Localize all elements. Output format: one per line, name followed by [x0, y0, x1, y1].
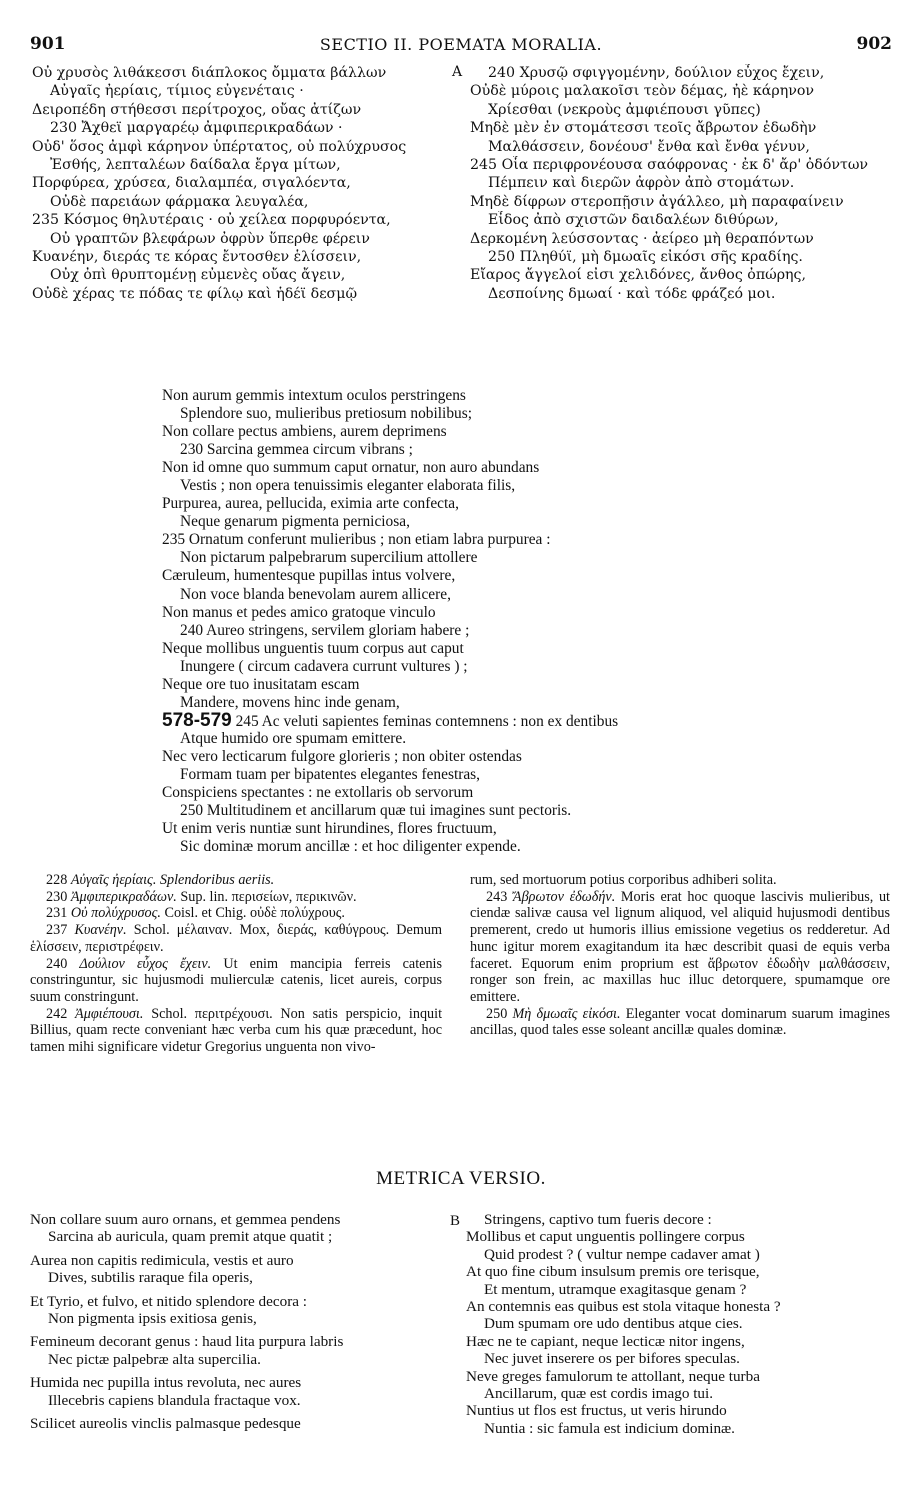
- greek-verse-line-text: Δειροπέδη στήθεσσι περίτροχος, οὔας ἀτίζων: [32, 101, 362, 118]
- footnote-number: 237: [46, 922, 68, 939]
- metrical-verse-line: [466, 1315, 906, 1332]
- footnote-lemma: Ἀμφιπερικραδάων.: [70, 888, 177, 905]
- greek-verse-line-text: 250 Πληθύϊ, μὴ δμωαῖς εἰκόσι σῆς κραδίης.: [488, 248, 803, 265]
- greek-verse-line: [470, 230, 910, 248]
- footnote-number: 240: [46, 955, 68, 972]
- metrical-verse-line-text: Femineum decorant genus : haud lita purpura labris: [30, 1333, 344, 1351]
- metrical-verse-line-text: Scilicet aureolis vinclis palmasque pedesque: [30, 1414, 301, 1432]
- latin-verse-line: [162, 766, 892, 784]
- greek-verse-line-text: 235 Κόσμος θηλυτέραις · οὐ χείλεα πορφυρόεντα,: [32, 212, 391, 229]
- latin-verse-line-text: Cæruleum, humentesque pupillas intus volvere,: [162, 567, 456, 585]
- latin-verse-line: [162, 531, 892, 549]
- latin-verse-line: [162, 387, 892, 405]
- metrical-verse-line-text: Et mentum, utramque exagitasque genam ?: [484, 1280, 747, 1298]
- metrical-verse-line: [466, 1368, 906, 1385]
- greek-verse-line-text: Οὐδὲ μύροις μαλακοῖσι τεὸν δέμας, ἠὲ κάρηνον: [470, 83, 815, 100]
- latin-verse-line-text: Non pictarum palpebrarum supercilium attollere: [180, 549, 478, 567]
- metrical-verse-line: [466, 1281, 906, 1298]
- greek-verse-line-text: Οὐ γραπτῶν βλεφάρων ὀφρὺν ὕπερθε φέρειν: [50, 230, 370, 247]
- greek-verse-line-text: Οὐ χρυσὸς λιθάκεσσι διάπλοκος ὄμματα βάλλων: [32, 65, 387, 81]
- section-heading-metrica: METRICA VERSIO.: [376, 1168, 546, 1189]
- latin-verse-line-text: Formam tuam per bipatentes elegantes fenestras,: [180, 765, 481, 783]
- metrical-verse-line: [466, 1385, 906, 1402]
- latin-verse-line-text: 235 Ornatum conferunt mulieribus ; non etiam labra purpurea :: [162, 531, 551, 549]
- metrical-verse-line-text: Illecebris capiens blandula fractaque vox.: [48, 1391, 301, 1409]
- latin-verse-line-text: Sic dominæ morum ancillæ : et hoc diligenter expende.: [180, 838, 521, 856]
- greek-verse-line: [470, 193, 910, 211]
- metrical-verse-line-text: Stringens, captivo tum fueris decore :: [484, 1211, 712, 1228]
- greek-verse-line: [32, 101, 442, 119]
- latin-verse-line: [162, 838, 892, 856]
- latin-verse-line-text: Neque mollibus unguentis tuum corpus aut caput: [162, 639, 464, 657]
- greek-verse-line: [32, 64, 442, 82]
- latin-verse-line-text: Neque ore tuo inusitatam escam: [162, 675, 360, 693]
- footnote-text: Schol. περιτρέχουσι. Non satis perspicio, inquit Billius, quam recte conveniant hæc verba cum his quæ præcedunt, hoc tamen mihi significare videtur Gregorius unguenta non vivo-: [30, 1005, 443, 1056]
- metrical-verse-line-text: Ancillarum, quæ est cordis imago tui.: [484, 1384, 714, 1402]
- greek-verse-line: [32, 156, 442, 174]
- metrical-verse-line: [30, 1211, 450, 1228]
- metrical-verse-line-text: Mollibus et caput unguentis pollingere corpus: [466, 1228, 745, 1246]
- greek-verse-line-text: 245 Οἷα περιφρονέουσα σαόφρονας · ἐκ δ' ἄρ' ὀδόντων: [470, 156, 869, 173]
- metrical-verse-line-text: Aurea non capitis redimicula, vestis et auro: [30, 1251, 294, 1269]
- metrical-verse-line-text: Non collare suum auro ornans, et gemmea pendens: [30, 1211, 341, 1228]
- metrical-verse-line: [30, 1310, 450, 1327]
- latin-verse-line-text: 230 Sarcina gemmea circum vibrans ;: [180, 441, 413, 459]
- latin-verse-line-text: Inungere ( circum cadavera currunt vultures ) ;: [180, 657, 468, 675]
- greek-verse-line-text: Δεσποίνης δμωαί · καὶ τόδε φράζεό μοι.: [488, 285, 776, 302]
- greek-verse-line: [32, 138, 442, 156]
- greek-verse-line-text: Αὐγαῖς ἠερίαις, τίμιος εὐγενέταις ·: [50, 83, 304, 100]
- metrical-verse-line: [466, 1350, 906, 1367]
- latin-verse-line: [162, 730, 892, 748]
- latin-verse-line: [162, 622, 892, 640]
- greek-verse-line-text: Μαλθάσσειν, δονέουσ' ἔνθα καὶ ἔνθα γένυν,: [488, 138, 810, 155]
- footnote-number: 231: [46, 905, 68, 922]
- latin-verse-line-text: Non aurum gemmis intextum oculos perstringens: [162, 387, 466, 404]
- metrical-verse-line: [466, 1263, 906, 1280]
- footnote-number: 242: [46, 1005, 68, 1022]
- footnote-lemma: Μὴ δμωαῖς εἰκόσι.: [512, 1005, 621, 1022]
- greek-verse-line: [32, 174, 442, 192]
- latin-verse-line-text: Nec vero lecticarum fulgore glorieris ; non obiter ostendas: [162, 747, 522, 765]
- greek-verse-line: [470, 119, 910, 137]
- latin-verse-line: [162, 405, 892, 423]
- latin-verse-line: [162, 748, 892, 766]
- metrical-verse-line-text: Nuntius ut flos est fructus, ut veris hirundo: [466, 1402, 727, 1420]
- greek-verse-line-text: Οὐδὲ παρειάων φάρμακα λευγαλέα,: [50, 193, 309, 210]
- latin-verse-line-text: Non manus et pedes amico gratoque vinculo: [162, 603, 436, 621]
- latin-verse-line: [162, 820, 892, 838]
- metrical-verse-line: [466, 1402, 906, 1419]
- footnote: [30, 872, 442, 889]
- latin-verse-line-text: Non voce blanda benevolam aurem allicere,: [180, 585, 451, 603]
- greek-verse-line: [470, 64, 910, 82]
- greek-verse-line-text: Πέμπειν καὶ διερῶν ἀφρὸν ἀπὸ στομάτων.: [488, 175, 795, 192]
- latin-verse-line: [162, 658, 892, 676]
- latin-verse-line-text: Purpurea, aurea, pellucida, eximia arte confecta,: [162, 495, 459, 513]
- latin-verse-line: [162, 784, 892, 802]
- footnote-lemma: Ἄβρωτον ἐδωδήν.: [512, 888, 616, 905]
- metrical-verse-line: [30, 1415, 450, 1432]
- metrical-version-left: [30, 1211, 450, 1432]
- metrical-verse-line: [30, 1252, 450, 1269]
- greek-verse-line-text: Οὐχ ὀπὶ θρυπτομένῃ εὐμενὲς οὔας ἄγειν,: [50, 267, 346, 284]
- footnote-text: Coisl. et Chig. οὐδὲ πολύχρους.: [164, 905, 345, 922]
- metrical-verse-line-text: At quo fine cibum insulsum premis ore terisque,: [466, 1263, 760, 1281]
- greek-verse-line-text: Εἴαρος ἄγγελοί εἰσι χελιδόνες, ἄνθος ὀπώρης,: [470, 267, 807, 284]
- footnote: [470, 872, 890, 889]
- footnote-number: 250: [486, 1005, 508, 1022]
- greek-verse-line: [32, 266, 442, 284]
- latin-verse-line: [162, 513, 892, 531]
- metrical-verse-line-text: Nec pictæ palpebræ alta supercilia.: [48, 1350, 261, 1368]
- greek-verse-line-text: Μηδὲ δίφρων στεροπῇσιν ἀγάλλεο, μὴ παραφαίνειν: [470, 193, 844, 210]
- greek-verse-line-text: Ἐσθής, λεπταλέων δαίδαλα ἔργα μίτων,: [50, 156, 341, 173]
- latin-verse-line-text: Non collare pectus ambiens, aurem deprimens: [162, 423, 447, 441]
- latin-verse-line-text: 245 Ac veluti sapientes feminas contemnens : non ex dentibus: [235, 712, 619, 730]
- greek-verse-line-text: Οὐδὲ χέρας τε πόδας τε φίλῳ καὶ ἡδέϊ δεσμῷ: [32, 285, 358, 302]
- metrical-verse-line: [30, 1374, 450, 1391]
- footnote-lemma: Δούλιον εὖχος ἔχειν.: [79, 955, 212, 972]
- metrical-verse-line-text: Dives, subtilis raraque fila operis,: [48, 1269, 253, 1287]
- latin-verse-line: [162, 477, 892, 495]
- greek-verse-line-text: Μηδὲ μὲν ἐν στομάτεσσι τεοῖς ἄβρωτον ἐδωδὴν: [470, 120, 817, 137]
- marginal-letter-b: B: [450, 1213, 461, 1229]
- latin-verse-line-text: 240 Aureo stringens, servilem gloriam habere ;: [180, 621, 470, 639]
- footnotes-right-column: [470, 872, 890, 1039]
- latin-verse-line: [162, 586, 892, 604]
- greek-verse-line: [32, 82, 442, 100]
- latin-verse-line: [162, 712, 892, 730]
- latin-translation: [162, 387, 892, 856]
- metrical-verse-line: [466, 1420, 906, 1437]
- footnote-text: Eleganter vocat dominarum suarum imagines ancillas, quod tales esse soleant ancillæ quales dominæ.: [470, 1005, 891, 1039]
- latin-verse-line-text: Mandere, movens hinc inde genam,: [180, 693, 400, 711]
- page-number-right: 902: [856, 34, 892, 54]
- latin-verse-line: [162, 802, 892, 820]
- metrical-verse-line: [30, 1228, 450, 1245]
- latin-verse-line-text: Conspiciens spectantes : ne extollaris ob servorum: [162, 784, 474, 802]
- greek-text-left-column: [32, 64, 442, 303]
- metrical-verse-line-text: Neve greges famulorum te attollant, neque turba: [466, 1367, 760, 1385]
- footnote-text: Sup. lin. περισείων, περικινῶν.: [180, 888, 357, 905]
- greek-verse-line-text: Πορφύρεα, χρύσεα, διαλαμπέα, σιγαλόεντα,: [32, 175, 351, 192]
- footnotes-left-column: [30, 872, 442, 1056]
- greek-verse-line-text: 230 Ἄχθεϊ μαργαρέῳ ἀμφιπερικραδάων ·: [50, 120, 343, 137]
- greek-verse-line: [470, 174, 910, 192]
- greek-verse-line-text: Δερκομένη λεύσσοντας · ἀείρεο μὴ θεραπόντων: [470, 230, 814, 247]
- metrical-verse-line: [30, 1333, 450, 1350]
- greek-verse-line: [32, 285, 442, 303]
- metrical-verse-line: [30, 1351, 450, 1368]
- latin-verse-line: [162, 495, 892, 513]
- greek-verse-line: [32, 248, 442, 266]
- footnote: [470, 889, 890, 1006]
- footnote-number: 228: [46, 872, 68, 888]
- metrical-verse-line-text: Sarcina ab auricula, quam premit atque quatit ;: [48, 1228, 333, 1246]
- footnote: [30, 956, 442, 1006]
- metrical-verse-line: [30, 1269, 450, 1286]
- metrical-verse-line: [30, 1293, 450, 1310]
- footnote-lemma: Οὐ πολύχρυσος.: [70, 905, 161, 922]
- metrical-verse-line-text: Quid prodest ? ( vultur nempe cadaver amat ): [484, 1245, 760, 1263]
- metrical-verse-line-text: Et Tyrio, et fulvo, et nitido splendore decora :: [30, 1292, 308, 1310]
- greek-verse-line: [470, 156, 910, 174]
- metrical-verse-line: [466, 1246, 906, 1263]
- latin-verse-line-text: Non id omne quo summum caput ornatur, non auro abundans: [162, 459, 540, 477]
- latin-verse-line-text: Neque genarum pigmenta perniciosa,: [180, 513, 410, 531]
- latin-verse-line: [162, 604, 892, 622]
- latin-verse-line-text: 250 Multitudinem et ancillarum quæ tui imagines sunt pectoris.: [180, 802, 572, 820]
- metrical-verse-line-text: Humida nec pupilla intus revoluta, nec aures: [30, 1374, 302, 1392]
- metrical-verse-line-text: Nuntia : sic famula est indicium dominæ.: [484, 1419, 735, 1437]
- footnote-lemma: Κυανέην.: [74, 922, 127, 939]
- greek-verse-line: [470, 101, 910, 119]
- greek-verse-line-text: Εἶδος ἀπὸ σχιστῶν δαιδαλέων διθύρων,: [488, 212, 779, 229]
- metrical-verse-line-text: Non pigmenta ipsis exitiosa genis,: [48, 1309, 257, 1327]
- page-number-left: 901: [30, 34, 66, 54]
- greek-verse-line: [470, 82, 910, 100]
- running-header: [30, 34, 892, 58]
- greek-verse-line: [32, 211, 442, 229]
- greek-verse-line: [32, 230, 442, 248]
- header-title: SECTIO II. POEMATA MORALIA.: [319, 35, 603, 54]
- marginal-letter-a: A: [452, 64, 463, 80]
- greek-verse-line: [470, 248, 910, 266]
- metrical-verse-line: [466, 1333, 906, 1350]
- column-reference: 578-579: [162, 711, 232, 730]
- footnote-number: 243: [486, 888, 508, 905]
- latin-verse-line: [162, 549, 892, 567]
- greek-verse-line-text: Οὐδ' ὅσος ἀμφὶ κάρηνον ὑπέρτατος, οὐ πολύχρυσος: [32, 138, 407, 155]
- footnote: [30, 922, 442, 955]
- latin-verse-line-text: Vestis ; non opera tenuissimis eleganter elaborata filis,: [180, 477, 516, 495]
- greek-verse-line: [470, 285, 910, 303]
- footnote-text: Ut enim mancipia ferreis catenis constringuntur, sic hujusmodi mulierculæ catenis, licet aureis, corpus suum constringunt.: [30, 955, 443, 1005]
- metrical-verse-line: [466, 1298, 906, 1315]
- latin-verse-line: [162, 676, 892, 694]
- footnote-text: rum, sed mortuorum potius corporibus adhiberi solita.: [470, 872, 777, 888]
- latin-verse-line: [162, 423, 892, 441]
- greek-verse-line: [470, 211, 910, 229]
- greek-verse-line: [470, 138, 910, 156]
- greek-verse-line: [32, 119, 442, 137]
- greek-verse-line-text: Κυανέην, διεράς τε κόρας ἔντοσθεν ἑλίσσειν,: [32, 248, 362, 265]
- metrical-verse-line-text: Dum spumam ore udo dentibus atque cies.: [484, 1315, 743, 1333]
- metrical-verse-line-text: Nec juvet inserere os per bifores speculas.: [484, 1350, 740, 1368]
- greek-verse-line-text: Χρίεσθαι (νεκροὺς ἀμφιέπουσι γῦπες): [488, 101, 761, 118]
- footnote-text: Moris erat hoc quoque lascivis mulieribus, ut ciendæ salivæ causa vel lignum aliquod, vel aliquid hujusmodi dentibus premerent, credo ut humoris illius emissione vegetius os redderetur. Ad hunc igitur morem exagitandum ita hæc describit quasi de equis verba faceret. Equorum enim proprium est ἄβρωτον ἐδωδὴν μαλθάσσειν, ronger son frein, ac maxillas huc illuc detorquere, spumamque ore emittere.: [470, 888, 890, 1005]
- latin-verse-line-text: Atque humido ore spumam emittere.: [180, 729, 407, 747]
- footnote: [30, 889, 442, 906]
- metrical-verse-line: [466, 1211, 906, 1228]
- latin-verse-line: [162, 441, 892, 459]
- latin-verse-line-text: Splendore suo, mulieribus pretiosum nobilibus;: [180, 405, 472, 423]
- metrical-version-right: [466, 1211, 906, 1437]
- footnote-lemma: Αὐγαῖς ἠερίαις. Splendoribus aeriis.: [70, 872, 275, 888]
- greek-verse-line: [32, 193, 442, 211]
- metrical-verse-line-text: An contemnis eas quibus est stola vitaque honesta ?: [466, 1297, 781, 1315]
- metrical-verse-line-text: Hæc ne te capiant, neque lecticæ nitor ingens,: [466, 1332, 745, 1350]
- footnote: [30, 1006, 442, 1056]
- footnote-text: Schol. μέλαιναν. Mox, διεράς, καθύγρους. Demum ἑλίσσειν, περιστρέφειν.: [30, 922, 443, 955]
- footnote: [30, 905, 442, 922]
- latin-verse-line: [162, 459, 892, 477]
- metrical-verse-line: [466, 1228, 906, 1245]
- greek-verse-line-text: 240 Χρυσῷ σφιγγομένην, δούλιον εὖχος ἔχειν,: [488, 65, 825, 81]
- latin-verse-line: [162, 640, 892, 658]
- latin-verse-line: [162, 567, 892, 585]
- footnote-lemma: Ἀμφιέπουσι.: [75, 1005, 144, 1022]
- latin-verse-line: [162, 694, 892, 712]
- footnote: [470, 1006, 890, 1039]
- greek-text-right-column: [470, 64, 910, 303]
- greek-verse-line: [470, 266, 910, 284]
- latin-verse-line-text: Ut enim veris nuntiæ sunt hirundines, flores fructuum,: [162, 820, 497, 838]
- metrical-verse-line: [30, 1392, 450, 1409]
- footnote-number: 230: [46, 888, 68, 905]
